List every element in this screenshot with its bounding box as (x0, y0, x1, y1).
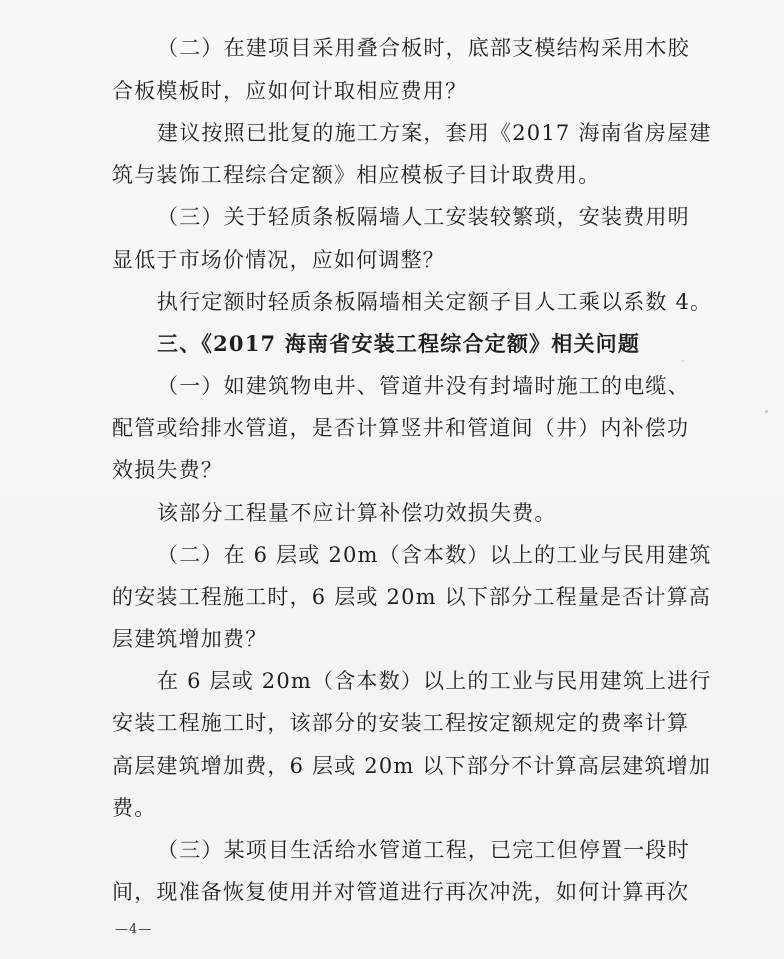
text-line: （三）关于轻质条板隔墙人工安装较繁琐，安装费用明 (157, 205, 690, 229)
text-line: 显低于市场价情况，应如何调整？ (112, 248, 445, 272)
text-line: （二）在建项目采用叠合板时，底部支模结构采用木胶 (157, 36, 690, 60)
text-line: 高层建筑增加费，6 层或 20m 以下部分不计算高层建筑增加 (112, 754, 712, 778)
text-line: 筑与装饰工程综合定额》相应模板子目计取费用。 (112, 163, 601, 187)
text-line: 建议按照已批复的施工方案，套用《2017 海南省房屋建 (157, 121, 712, 145)
text-line: 配管或给排水管道，是否计算竖井和管道间（井）内补偿功 (112, 416, 690, 440)
text-line: 合板模板时，应如何计取相应费用？ (112, 79, 468, 103)
text-line: 间，现准备恢复使用并对管道进行再次冲洗，如何计算再次 (112, 880, 690, 904)
text-line: （三）某项目生活给水管道工程，已完工但停置一段时 (157, 838, 690, 862)
scan-speck (682, 360, 684, 362)
text-line: 执行定额时轻质条板隔墙相关定额子目人工乘以系数 4。 (157, 290, 713, 314)
text-line: 在 6 层或 20m（含本数）以上的工业与民用建筑上进行 (157, 669, 712, 693)
text-line: 效损失费？ (112, 458, 223, 482)
page-number: —4— (115, 922, 153, 937)
text-line: 的安装工程施工时，6 层或 20m 以下部分工程量是否计算高 (112, 585, 712, 609)
text-line: 安装工程施工时，该部分的安装工程按定额规定的费率计算 (112, 711, 690, 735)
text-line: 费。 (112, 796, 157, 820)
text-line: （二）在 6 层或 20m（含本数）以上的工业与民用建筑 (157, 543, 712, 567)
text-line: 该部分工程量不应计算补偿功效损失费。 (157, 501, 557, 525)
section-heading: 三、《2017 海南省安装工程综合定额》相关问题 (157, 331, 641, 356)
text-line: （一）如建筑物电井、管道井没有封墙时施工的电缆、 (157, 374, 690, 398)
scan-speck (765, 410, 768, 413)
text-line: 层建筑增加费？ (112, 627, 268, 651)
